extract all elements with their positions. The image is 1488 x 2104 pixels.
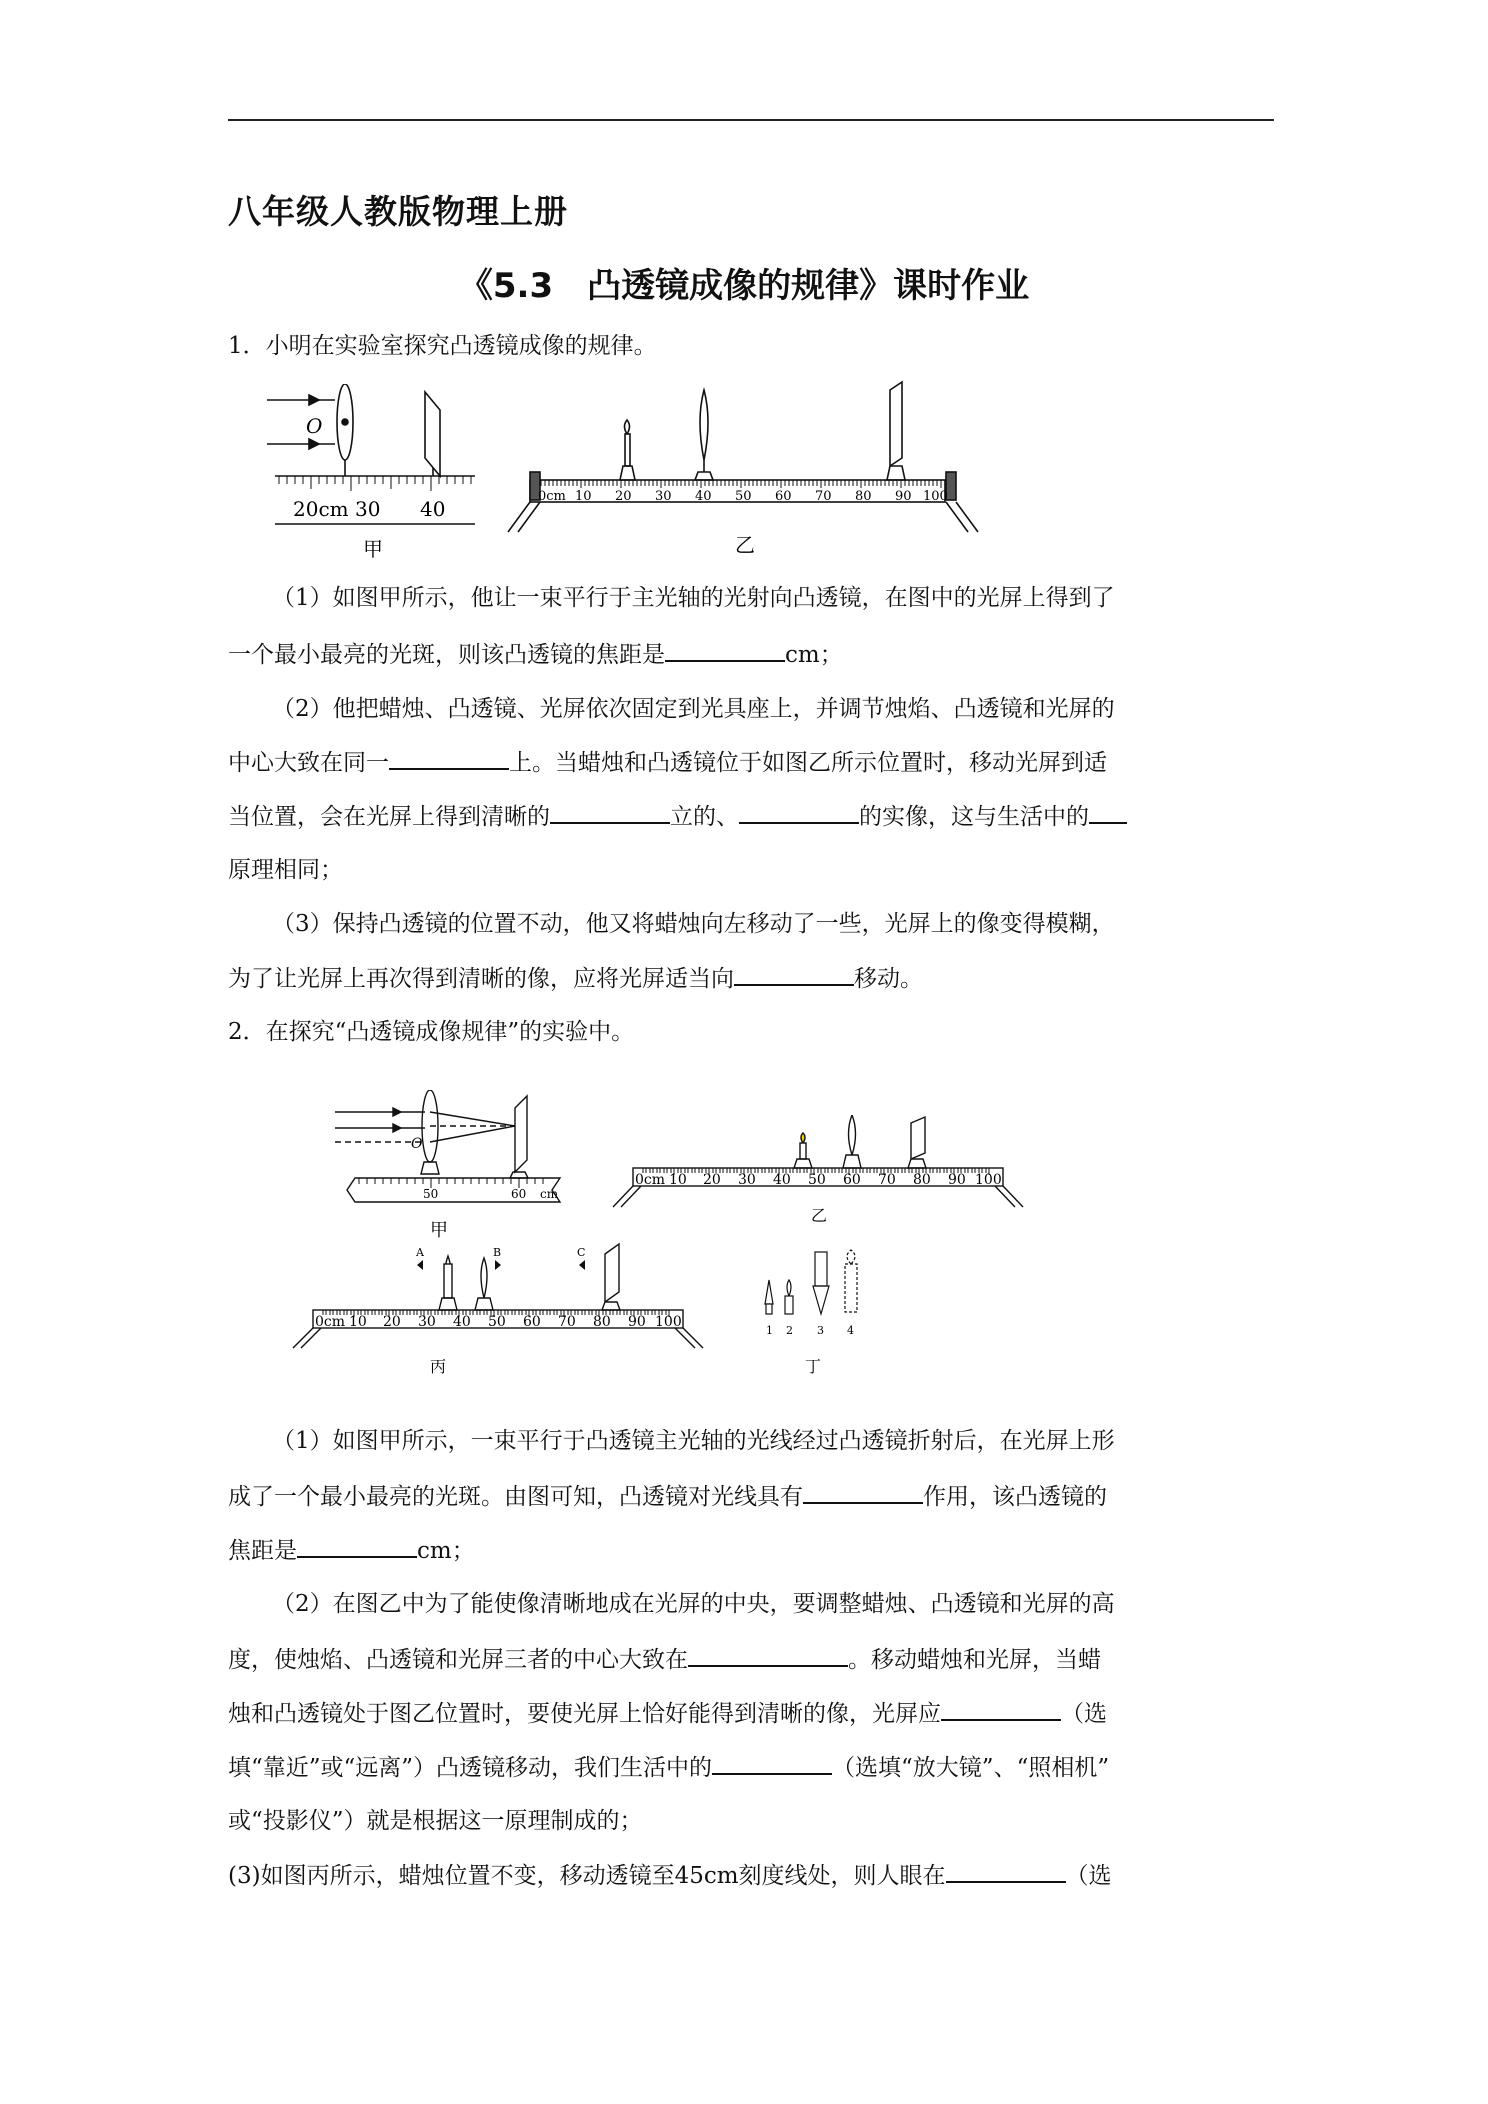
q1-yi-tick-0: 0cm bbox=[538, 489, 566, 504]
q2-bing-tick-30: 30 bbox=[418, 1314, 436, 1330]
q2-ding-label-2: 2 bbox=[786, 1324, 793, 1337]
q2-bing-tick-80: 80 bbox=[593, 1314, 611, 1330]
q2-bing-tick-60: 60 bbox=[523, 1314, 541, 1330]
q2-jia-caption: 甲 bbox=[430, 1220, 448, 1240]
q2-yi-tick-100: 100 bbox=[975, 1172, 1002, 1188]
q2-figure-bing bbox=[285, 1240, 715, 1382]
q2-jia-scale-60: 60 bbox=[511, 1187, 527, 1201]
q1-yi-tick-20: 20 bbox=[615, 489, 632, 504]
q2-bing-label-c: C bbox=[577, 1246, 586, 1259]
q1-yi-tick-50: 50 bbox=[735, 489, 752, 504]
q1-jia-caption: 甲 bbox=[363, 537, 383, 561]
q1-yi-tick-30: 30 bbox=[655, 489, 672, 504]
q2-part2-line4: 填“靠近”或“远离”）凸透镜移动，我们生活中的 （选填“放大镜”、“照相机” bbox=[228, 1751, 1274, 1784]
q1-blank-direction[interactable] bbox=[734, 962, 854, 986]
q2-bing-tick-70: 70 bbox=[558, 1314, 576, 1330]
q2-yi-tick-40: 40 bbox=[773, 1172, 791, 1188]
q1-jia-scale-right: 40 bbox=[420, 497, 446, 521]
q2-bing-tick-100: 100 bbox=[655, 1314, 682, 1330]
q2-stem: 2．在探究“凸透镜成像规律”的实验中。 bbox=[228, 1019, 635, 1045]
q1-yi-caption: 乙 bbox=[735, 533, 755, 557]
q1-yi-tick-60: 60 bbox=[775, 489, 792, 504]
q1-jia-ruler bbox=[279, 476, 471, 491]
q2-figure-ding bbox=[755, 1248, 875, 1382]
q2-figure-jia bbox=[335, 1090, 585, 1240]
q1-yi-tick-10: 10 bbox=[575, 489, 592, 504]
q2-blank-focal-length[interactable] bbox=[297, 1534, 417, 1558]
q2-part3-line1: (3)如图丙所示，蜡烛位置不变，移动透镜至45cm刻度线处，则人眼在 （选 bbox=[228, 1859, 1274, 1892]
q2-part1-line2: 成了一个最小最亮的光斑。由图可知，凸透镜对光线具有 作用，该凸透镜的 bbox=[228, 1480, 1274, 1513]
q1-part2-line2: 中心大致在同一 上。当蜡烛和凸透镜位于如图乙所示位置时，移动光屏到适 bbox=[228, 746, 1274, 779]
q2-ding-label-1: 1 bbox=[766, 1324, 773, 1337]
q2-bing-tick-10: 10 bbox=[349, 1314, 367, 1330]
q2-part2-line2: 度，使烛焰、凸透镜和光屏三者的中心大致在 。移动蜡烛和光屏，当蜡 bbox=[228, 1643, 1274, 1676]
q1-yi-tick-70: 70 bbox=[815, 489, 832, 504]
q2-yi-tick-30: 30 bbox=[738, 1172, 756, 1188]
q2-bing-tick-50: 50 bbox=[488, 1314, 506, 1330]
q2-jia-scale-unit: cm bbox=[540, 1187, 559, 1201]
q2-ding-label-3: 3 bbox=[817, 1324, 824, 1337]
q1-blank-height[interactable] bbox=[389, 746, 509, 770]
q2-part2-line1: （2）在图乙中为了能使像清晰地成在光屏的中央，要调整蜡烛、凸透镜和光屏的高 bbox=[272, 1591, 1115, 1617]
header-rule bbox=[228, 119, 1274, 121]
page-title: 《5.3 凸透镜成像的规律》课时作业 bbox=[458, 266, 1030, 306]
q2-blank-effect[interactable] bbox=[803, 1480, 923, 1504]
q1-part1-line2: 一个最小最亮的光斑，则该凸透镜的焦距是 cm； bbox=[228, 638, 1274, 671]
q2-ding-caption: 丁 bbox=[805, 1357, 822, 1376]
q1-part2-line3: 当位置，会在光屏上得到清晰的 立的、 的实像，这与生活中的 bbox=[228, 800, 1274, 833]
q1-jia-scale-left: 20cm 30 bbox=[293, 497, 381, 521]
q1-yi-tick-40: 40 bbox=[695, 489, 712, 504]
q1-part1-line1: （1）如图甲所示，他让一束平行于主光轴的光射向凸透镜，在图中的光屏上得到了 bbox=[272, 585, 1115, 611]
q2-part1-line1: （1）如图甲所示，一束平行于凸透镜主光轴的光线经过凸透镜折射后，在光屏上形 bbox=[272, 1428, 1115, 1454]
q2-yi-caption: 乙 bbox=[811, 1206, 828, 1225]
q1-stem: 1．小明在实验室探究凸透镜成像的规律。 bbox=[228, 333, 657, 359]
q2-bing-label-b: B bbox=[493, 1246, 502, 1259]
q1-figure-yi bbox=[500, 380, 980, 562]
q2-ding-label-4: 4 bbox=[847, 1324, 854, 1337]
q1-yi-tick-80: 80 bbox=[855, 489, 872, 504]
header-title: 八年级人教版物理上册 bbox=[228, 192, 568, 231]
q2-yi-tick-0: 0cm bbox=[635, 1172, 666, 1188]
q2-yi-tick-60: 60 bbox=[843, 1172, 861, 1188]
q2-bing-tick-20: 20 bbox=[383, 1314, 401, 1330]
q1-blank-orientation[interactable] bbox=[550, 800, 670, 824]
q1-blank-size[interactable] bbox=[739, 800, 859, 824]
q1-jia-o-label: O bbox=[306, 414, 323, 438]
q1-blank-device[interactable] bbox=[1089, 800, 1127, 824]
q2-blank-height[interactable] bbox=[688, 1643, 848, 1667]
q2-blank-eye-position[interactable] bbox=[946, 1859, 1066, 1883]
q2-yi-tick-70: 70 bbox=[878, 1172, 896, 1188]
q2-yi-tick-80: 80 bbox=[913, 1172, 931, 1188]
q2-jia-scale-50: 50 bbox=[423, 1187, 439, 1201]
q2-jia-o-label: O bbox=[411, 1136, 423, 1152]
q2-bing-tick-90: 90 bbox=[628, 1314, 646, 1330]
q1-part3-line1: （3）保持凸透镜的位置不动，他又将蜡烛向左移动了一些，光屏上的像变得模糊， bbox=[272, 911, 1115, 937]
q1-yi-tick-90: 90 bbox=[895, 489, 912, 504]
q2-bing-tick-40: 40 bbox=[453, 1314, 471, 1330]
q2-part2-line5: 或“投影仪”）就是根据这一原理制成的； bbox=[228, 1808, 643, 1834]
q2-bing-label-a: A bbox=[416, 1246, 424, 1259]
q2-part1-line3: 焦距是 cm； bbox=[228, 1534, 1274, 1567]
q1-part2-line4: 原理相同； bbox=[228, 857, 343, 883]
q2-bing-caption: 丙 bbox=[430, 1357, 447, 1376]
q1-part3-line2: 为了让光屏上再次得到清晰的像，应将光屏适当向 移动。 bbox=[228, 962, 1274, 995]
q2-yi-tick-10: 10 bbox=[669, 1172, 687, 1188]
q2-yi-tick-50: 50 bbox=[808, 1172, 826, 1188]
q1-yi-tick-100: 100 bbox=[923, 489, 948, 504]
q1-part2-line1: （2）他把蜡烛、凸透镜、光屏依次固定到光具座上，并调节烛焰、凸透镜和光屏的 bbox=[272, 696, 1115, 722]
q1-blank-focal-length[interactable] bbox=[665, 638, 785, 662]
q2-figure-yi bbox=[605, 1115, 1035, 1225]
q2-blank-device[interactable] bbox=[712, 1751, 832, 1775]
q2-bing-tick-0: 0cm bbox=[315, 1314, 346, 1330]
q1-figure-jia bbox=[265, 384, 485, 562]
q2-yi-tick-20: 20 bbox=[703, 1172, 721, 1188]
q2-part2-line3: 烛和凸透镜处于图乙位置时，要使光屏上恰好能得到清晰的像，光屏应 （选 bbox=[228, 1697, 1274, 1730]
q2-yi-tick-90: 90 bbox=[948, 1172, 966, 1188]
q2-blank-screen-move[interactable] bbox=[941, 1697, 1061, 1721]
